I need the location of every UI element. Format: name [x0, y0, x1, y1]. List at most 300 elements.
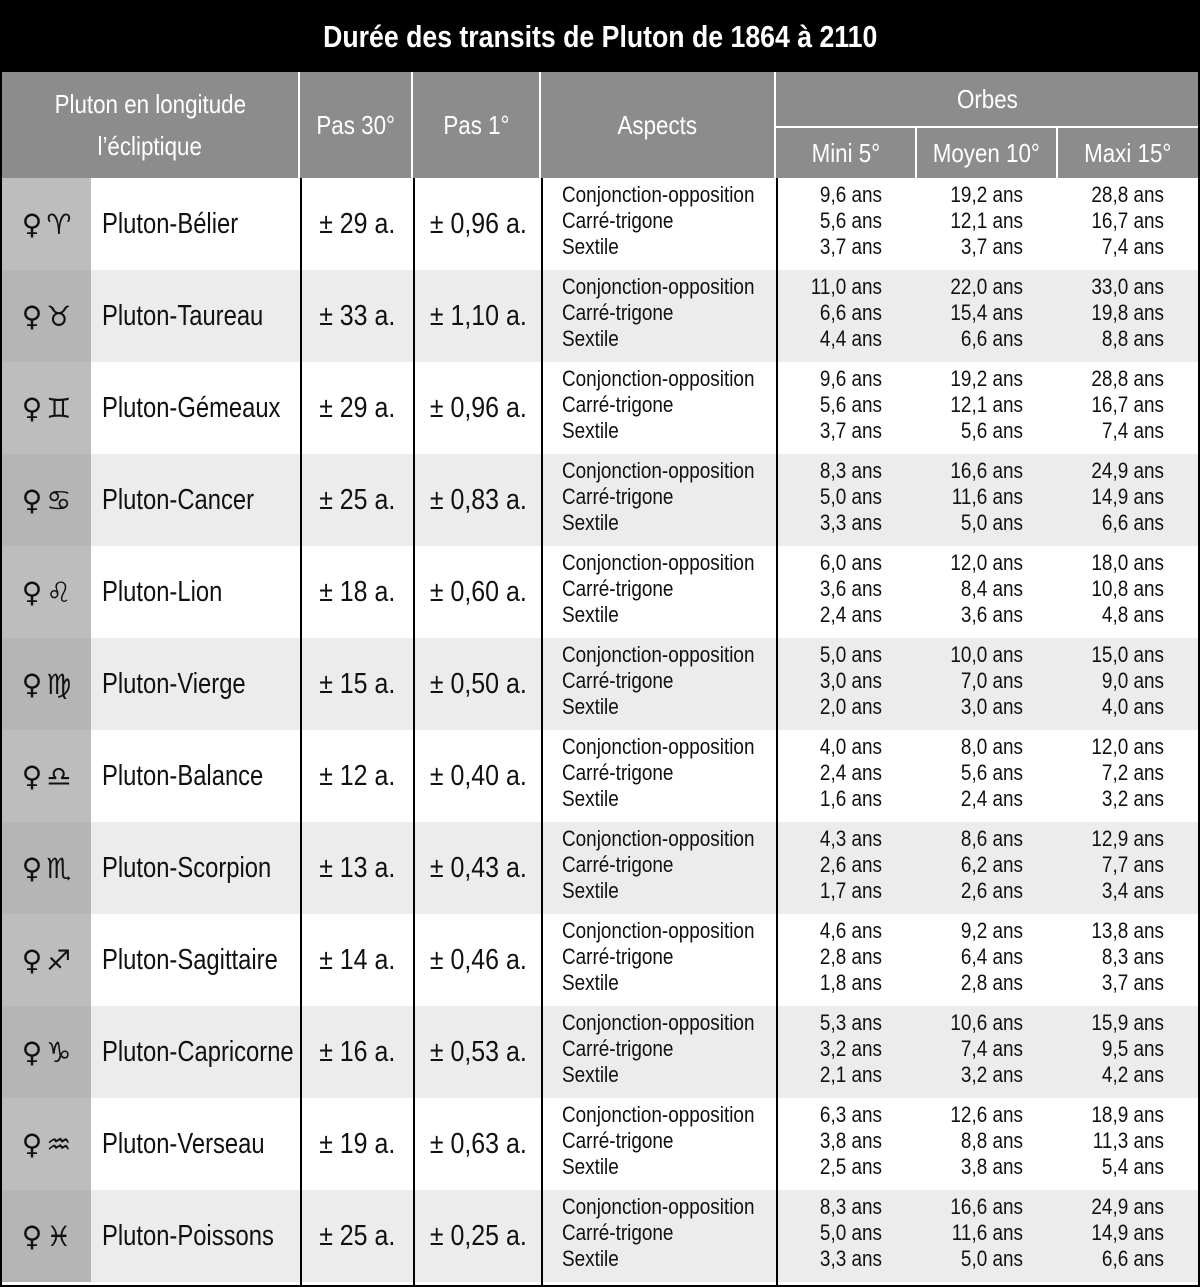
row-name-text: Pluton-Capricorne	[102, 1035, 294, 1068]
row-aspects	[562, 366, 786, 444]
aspect-label: Carré-trigone	[562, 1036, 674, 1061]
orbe-value: 11,6 ans	[951, 1220, 1023, 1245]
row-aspects	[562, 642, 786, 720]
zodiac-sign-icon: ♈	[46, 207, 72, 241]
pluto-glyph-icon: ♀	[21, 575, 43, 609]
pluto-glyph-icon: ♀	[21, 483, 43, 517]
row-orbe-maxi	[1058, 1102, 1164, 1180]
row-name-text: Pluton-Verseau	[102, 1127, 265, 1160]
row-orbe-moyen	[917, 734, 1023, 812]
zodiac-sign-icon: ♒	[46, 1127, 72, 1161]
table-row	[2, 546, 1198, 638]
row-orbe-mini	[776, 642, 882, 720]
orbe-value: 1,6 ans	[819, 786, 882, 811]
orbe-value: 3,3 ans	[819, 1246, 882, 1271]
table-row	[2, 1190, 1198, 1282]
aspect-label: Conjonction-opposition	[562, 550, 755, 575]
table-row	[2, 362, 1198, 454]
row-pas1-text: ± 0,40 a.	[429, 759, 527, 792]
table-row	[2, 822, 1198, 914]
orbe-value: 6,6 ans	[1101, 510, 1164, 535]
orbe-value: 8,3 ans	[819, 1194, 882, 1219]
row-aspects	[562, 274, 786, 352]
aspect-label: Sextile	[562, 786, 619, 811]
row-orbe-mini	[776, 366, 882, 444]
pluto-glyph-icon: ♀	[21, 667, 43, 701]
zodiac-symbols	[2, 638, 91, 730]
row-orbe-maxi	[1058, 458, 1164, 536]
row-orbe-moyen	[917, 918, 1023, 996]
orbe-value: 10,0 ans	[950, 642, 1023, 667]
pluto-glyph-icon: ♀	[21, 759, 43, 793]
orbe-value: 3,7 ans	[819, 418, 882, 443]
orbe-value: 5,6 ans	[819, 208, 882, 233]
row-orbe-moyen	[917, 642, 1023, 720]
header-aspects-text: Aspects	[617, 110, 698, 140]
orbe-value: 15,4 ans	[950, 300, 1023, 325]
aspect-label: Carré-trigone	[562, 576, 674, 601]
row-name	[102, 546, 249, 638]
row-pas30	[302, 914, 413, 1006]
zodiac-symbols	[2, 270, 91, 362]
aspect-label: Sextile	[562, 970, 619, 995]
row-orbe-mini	[776, 1194, 882, 1272]
orbe-value: 4,3 ans	[819, 826, 882, 851]
zodiac-sign-icon: ♉	[46, 299, 72, 333]
column-divider	[776, 178, 778, 1285]
zodiac-symbols	[2, 822, 91, 914]
header-orbe-moyen-text: Moyen 10°	[932, 137, 1041, 168]
row-aspects	[562, 734, 786, 812]
orbe-value: 24,9 ans	[1091, 1194, 1164, 1219]
row-pas1-text: ± 0,50 a.	[429, 667, 527, 700]
orbe-value: 5,0 ans	[960, 510, 1023, 535]
row-orbe-moyen	[917, 1010, 1023, 1088]
row-pas30	[302, 546, 413, 638]
orbe-value: 4,4 ans	[819, 326, 882, 351]
row-orbe-moyen	[917, 1102, 1023, 1180]
row-pas30-text: ± 25 a.	[319, 1219, 396, 1252]
orbe-value: 2,6 ans	[819, 852, 882, 877]
pluto-glyph-icon: ♀	[21, 851, 43, 885]
table-header	[2, 72, 1198, 178]
row-orbe-mini	[776, 274, 882, 352]
orbe-value: 6,2 ans	[960, 852, 1023, 877]
row-pas30-text: ± 29 a.	[319, 391, 396, 424]
row-pas30	[302, 270, 413, 362]
row-pas1	[415, 1006, 541, 1098]
orbe-value: 7,4 ans	[1101, 234, 1164, 259]
row-pas1	[415, 1190, 541, 1282]
row-orbe-mini	[776, 826, 882, 904]
row-orbe-moyen	[917, 550, 1023, 628]
row-orbe-mini	[776, 182, 882, 260]
row-pas30	[302, 1098, 413, 1190]
orbe-value: 28,8 ans	[1091, 182, 1164, 207]
aspect-label: Carré-trigone	[562, 300, 674, 325]
row-pas30	[302, 638, 413, 730]
row-pas1-text: ± 0,43 a.	[429, 851, 527, 884]
orbe-value: 13,8 ans	[1091, 918, 1164, 943]
orbe-value: 6,0 ans	[819, 550, 882, 575]
zodiac-sign-icon: ♑	[46, 1035, 72, 1069]
orbe-value: 3,3 ans	[819, 510, 882, 535]
orbe-value: 8,3 ans	[1101, 944, 1164, 969]
orbe-value: 7,7 ans	[1101, 852, 1164, 877]
row-pas1-text: ± 0,96 a.	[429, 391, 527, 424]
row-name	[102, 178, 268, 270]
aspect-label: Conjonction-opposition	[562, 1194, 755, 1219]
row-orbe-maxi	[1058, 734, 1164, 812]
aspect-label: Conjonction-opposition	[562, 918, 755, 943]
row-pas1-text: ± 1,10 a.	[429, 299, 527, 332]
orbe-value: 3,7 ans	[960, 234, 1023, 259]
header-orbe-mini	[776, 126, 917, 178]
orbe-value: 2,5 ans	[819, 1154, 882, 1179]
row-pas30-text: ± 18 a.	[319, 575, 396, 608]
orbe-value: 4,8 ans	[1101, 602, 1164, 627]
orbe-value: 2,4 ans	[819, 760, 882, 785]
row-orbe-mini	[776, 918, 882, 996]
row-aspects	[562, 182, 786, 260]
aspect-label: Sextile	[562, 602, 619, 627]
header-longitude	[2, 72, 300, 178]
row-pas1-text: ± 0,83 a.	[429, 483, 527, 516]
zodiac-symbols	[2, 178, 91, 270]
orbe-value: 9,5 ans	[1101, 1036, 1164, 1061]
row-pas30-text: ± 12 a.	[319, 759, 396, 792]
row-name-text: Pluton-Lion	[102, 575, 223, 608]
orbe-value: 24,9 ans	[1091, 458, 1164, 483]
row-pas1	[415, 546, 541, 638]
orbe-value: 6,6 ans	[819, 300, 882, 325]
zodiac-symbols	[2, 1190, 91, 1282]
row-pas30	[302, 1006, 413, 1098]
orbe-value: 5,4 ans	[1101, 1154, 1164, 1179]
row-pas30-text: ± 15 a.	[319, 667, 396, 700]
orbe-value: 18,0 ans	[1091, 550, 1164, 575]
row-pas30-text: ± 16 a.	[319, 1035, 396, 1068]
row-pas30	[302, 730, 413, 822]
row-pas30	[302, 822, 413, 914]
table-row	[2, 454, 1198, 546]
row-aspects	[562, 458, 786, 536]
header-aspects	[541, 72, 776, 178]
aspect-label: Sextile	[562, 694, 619, 719]
orbe-value: 15,9 ans	[1091, 1010, 1164, 1035]
orbe-value: 4,0 ans	[1101, 694, 1164, 719]
orbe-value: 5,0 ans	[819, 484, 882, 509]
row-name	[102, 362, 320, 454]
orbe-value: 19,2 ans	[950, 366, 1023, 391]
pluto-glyph-icon: ♀	[21, 1035, 43, 1069]
aspect-label: Conjonction-opposition	[562, 1010, 755, 1035]
orbe-value: 2,8 ans	[819, 944, 882, 969]
row-orbe-maxi	[1058, 182, 1164, 260]
orbe-value: 8,0 ans	[960, 734, 1023, 759]
header-orbes	[776, 72, 1198, 126]
row-name	[102, 914, 316, 1006]
orbe-value: 2,0 ans	[819, 694, 882, 719]
pluto-glyph-icon: ♀	[21, 1127, 43, 1161]
header-orbe-maxi	[1058, 126, 1198, 178]
orbe-value: 12,0 ans	[950, 550, 1023, 575]
row-orbe-maxi	[1058, 826, 1164, 904]
aspect-label: Sextile	[562, 1062, 619, 1087]
orbe-value: 9,6 ans	[819, 182, 882, 207]
row-pas1	[415, 454, 541, 546]
orbe-value: 9,2 ans	[960, 918, 1023, 943]
table-row	[2, 1098, 1198, 1190]
zodiac-sign-icon: ♐	[46, 943, 72, 977]
header-longitude-line2: l’écliptique	[97, 131, 203, 161]
orbe-value: 2,1 ans	[819, 1062, 882, 1087]
orbe-value: 16,6 ans	[950, 458, 1023, 483]
orbe-value: 5,6 ans	[960, 760, 1023, 785]
aspect-label: Sextile	[562, 510, 619, 535]
orbe-value: 8,4 ans	[960, 576, 1023, 601]
orbe-value: 3,7 ans	[1101, 970, 1164, 995]
row-orbe-mini	[776, 1102, 882, 1180]
row-pas30	[302, 362, 413, 454]
orbe-value: 7,0 ans	[960, 668, 1023, 693]
zodiac-sign-icon: ♌	[46, 575, 72, 609]
orbe-value: 8,6 ans	[960, 826, 1023, 851]
table-row	[2, 270, 1198, 362]
aspect-label: Carré-trigone	[562, 484, 674, 509]
row-pas1-text: ± 0,96 a.	[429, 207, 527, 240]
orbe-value: 12,0 ans	[1091, 734, 1164, 759]
orbe-value: 5,0 ans	[819, 1220, 882, 1245]
orbe-value: 6,4 ans	[960, 944, 1023, 969]
aspect-label: Conjonction-opposition	[562, 1102, 755, 1127]
row-orbe-moyen	[917, 182, 1023, 260]
header-pas30	[300, 72, 413, 178]
orbe-value: 3,0 ans	[819, 668, 882, 693]
zodiac-sign-icon: ♍	[46, 667, 72, 701]
row-orbe-maxi	[1058, 366, 1164, 444]
row-pas30-text: ± 19 a.	[319, 1127, 396, 1160]
pluto-glyph-icon: ♀	[21, 207, 43, 241]
zodiac-symbols	[2, 914, 91, 1006]
column-divider	[300, 178, 302, 1285]
header-orbes-text: Orbes	[956, 84, 1018, 114]
orbe-value: 12,6 ans	[950, 1102, 1023, 1127]
zodiac-symbols	[2, 1006, 91, 1098]
row-orbe-maxi	[1058, 918, 1164, 996]
row-orbe-moyen	[917, 274, 1023, 352]
orbe-value: 2,4 ans	[960, 786, 1023, 811]
row-orbe-moyen	[917, 826, 1023, 904]
zodiac-sign-icon: ♊	[46, 391, 72, 425]
row-pas30	[302, 1190, 413, 1282]
row-pas30-text: ± 25 a.	[319, 483, 396, 516]
row-pas1-text: ± 0,46 a.	[429, 943, 527, 976]
orbe-value: 2,6 ans	[960, 878, 1023, 903]
header-pas30-text: Pas 30°	[316, 110, 395, 140]
orbe-value: 16,7 ans	[1091, 208, 1164, 233]
orbe-value: 5,0 ans	[960, 1246, 1023, 1271]
aspect-label: Carré-trigone	[562, 392, 674, 417]
table-row	[2, 178, 1198, 270]
orbe-value: 8,8 ans	[960, 1128, 1023, 1153]
row-pas30-text: ± 33 a.	[319, 299, 396, 332]
orbe-value: 3,2 ans	[819, 1036, 882, 1061]
row-name	[102, 1190, 312, 1282]
orbe-value: 7,4 ans	[1101, 418, 1164, 443]
row-aspects	[562, 550, 786, 628]
pluto-glyph-icon: ♀	[21, 1219, 43, 1253]
row-orbe-maxi	[1058, 642, 1164, 720]
orbe-value: 1,7 ans	[819, 878, 882, 903]
orbe-value: 3,4 ans	[1101, 878, 1164, 903]
row-name	[102, 730, 299, 822]
aspect-label: Conjonction-opposition	[562, 182, 755, 207]
row-name-text: Pluton-Vierge	[102, 667, 246, 700]
row-orbe-maxi	[1058, 550, 1164, 628]
row-pas30-text: ± 13 a.	[319, 851, 396, 884]
row-orbe-mini	[776, 1010, 882, 1088]
orbe-value: 19,8 ans	[1091, 300, 1164, 325]
row-pas1	[415, 638, 541, 730]
orbe-value: 3,2 ans	[1101, 786, 1164, 811]
orbe-value: 10,6 ans	[950, 1010, 1023, 1035]
orbe-value: 3,8 ans	[819, 1128, 882, 1153]
row-name-text: Pluton-Bélier	[102, 207, 239, 240]
row-pas1-text: ± 0,60 a.	[429, 575, 527, 608]
column-divider	[541, 178, 543, 1285]
aspect-label: Conjonction-opposition	[562, 734, 755, 759]
row-name-text: Pluton-Cancer	[102, 483, 255, 516]
zodiac-symbols	[2, 1098, 91, 1190]
zodiac-symbols	[2, 546, 91, 638]
aspect-label: Sextile	[562, 418, 619, 443]
orbe-value: 4,6 ans	[819, 918, 882, 943]
aspect-label: Carré-trigone	[562, 668, 674, 693]
row-orbe-maxi	[1058, 1010, 1164, 1088]
row-name-text: Pluton-Scorpion	[102, 851, 272, 884]
aspect-label: Sextile	[562, 1246, 619, 1271]
row-name	[102, 270, 299, 362]
row-name-text: Pluton-Balance	[102, 759, 264, 792]
zodiac-symbols	[2, 730, 91, 822]
row-pas30	[302, 454, 413, 546]
row-pas1-text: ± 0,53 a.	[429, 1035, 527, 1068]
aspect-label: Carré-trigone	[562, 208, 674, 233]
orbe-value: 22,0 ans	[950, 274, 1023, 299]
orbe-value: 6,6 ans	[1101, 1246, 1164, 1271]
orbe-value: 12,1 ans	[950, 392, 1023, 417]
orbe-value: 3,6 ans	[960, 602, 1023, 627]
row-name	[102, 638, 277, 730]
orbe-value: 6,3 ans	[819, 1102, 882, 1127]
orbe-value: 33,0 ans	[1091, 274, 1164, 299]
row-orbe-mini	[776, 734, 882, 812]
aspect-label: Carré-trigone	[562, 852, 674, 877]
table-row	[2, 1006, 1198, 1098]
zodiac-sign-icon: ♋	[46, 483, 72, 517]
orbe-value: 19,2 ans	[950, 182, 1023, 207]
row-pas30-text: ± 14 a.	[319, 943, 396, 976]
zodiac-sign-icon: ♓	[46, 1219, 72, 1253]
orbe-value: 28,8 ans	[1091, 366, 1164, 391]
orbe-value: 3,2 ans	[960, 1062, 1023, 1087]
orbe-value: 11,0 ans	[810, 274, 882, 299]
orbe-value: 12,9 ans	[1091, 826, 1164, 851]
row-pas1	[415, 1098, 541, 1190]
row-aspects	[562, 826, 786, 904]
row-pas1-text: ± 0,63 a.	[429, 1127, 527, 1160]
orbe-value: 11,6 ans	[951, 484, 1023, 509]
row-aspects	[562, 918, 786, 996]
row-aspects	[562, 1102, 786, 1180]
orbe-value: 12,1 ans	[950, 208, 1023, 233]
row-name	[102, 822, 308, 914]
orbe-value: 16,6 ans	[950, 1194, 1023, 1219]
orbe-value: 1,8 ans	[819, 970, 882, 995]
row-pas1-text: ± 0,25 a.	[429, 1219, 527, 1252]
aspect-label: Sextile	[562, 234, 619, 259]
aspect-label: Conjonction-opposition	[562, 274, 755, 299]
aspect-label: Conjonction-opposition	[562, 642, 755, 667]
table-title	[2, 2, 1198, 72]
row-orbe-maxi	[1058, 274, 1164, 352]
row-name-text: Pluton-Poissons	[102, 1219, 274, 1252]
orbe-value: 9,6 ans	[819, 366, 882, 391]
orbe-value: 18,9 ans	[1091, 1102, 1164, 1127]
orbe-value: 3,8 ans	[960, 1154, 1023, 1179]
header-pas1	[413, 72, 541, 178]
row-orbe-mini	[776, 458, 882, 536]
orbe-value: 10,8 ans	[1091, 576, 1164, 601]
column-divider	[413, 178, 415, 1285]
aspect-label: Carré-trigone	[562, 1220, 674, 1245]
row-name-text: Pluton-Taureau	[102, 299, 264, 332]
aspect-label: Carré-trigone	[562, 944, 674, 969]
aspect-label: Sextile	[562, 326, 619, 351]
orbe-value: 3,7 ans	[819, 234, 882, 259]
header-orbe-mini-text: Mini 5°	[811, 137, 880, 168]
orbe-value: 3,0 ans	[960, 694, 1023, 719]
zodiac-symbols	[2, 454, 91, 546]
orbe-value: 8,3 ans	[819, 458, 882, 483]
aspect-label: Conjonction-opposition	[562, 458, 755, 483]
orbe-value: 2,4 ans	[819, 602, 882, 627]
row-orbe-moyen	[917, 1194, 1023, 1272]
orbe-value: 15,0 ans	[1091, 642, 1164, 667]
aspect-label: Conjonction-opposition	[562, 826, 755, 851]
table-title-text: Durée des transits de Pluton de 1864 à 2110	[322, 19, 878, 54]
row-aspects	[562, 1194, 786, 1272]
row-pas1	[415, 730, 541, 822]
header-pas1-text: Pas 1°	[442, 110, 510, 140]
orbe-value: 11,3 ans	[1092, 1128, 1164, 1153]
row-name	[102, 454, 287, 546]
row-orbe-maxi	[1058, 1194, 1164, 1272]
row-pas1	[415, 178, 541, 270]
row-orbe-mini	[776, 550, 882, 628]
orbe-value: 14,9 ans	[1091, 484, 1164, 509]
table-row	[2, 914, 1198, 1006]
orbe-value: 5,6 ans	[960, 418, 1023, 443]
table-row	[2, 638, 1198, 730]
orbe-value: 8,8 ans	[1101, 326, 1164, 351]
zodiac-symbols	[2, 362, 91, 454]
orbe-value: 14,9 ans	[1091, 1220, 1164, 1245]
row-pas1	[415, 822, 541, 914]
orbe-value: 5,0 ans	[819, 642, 882, 667]
orbe-value: 5,6 ans	[819, 392, 882, 417]
